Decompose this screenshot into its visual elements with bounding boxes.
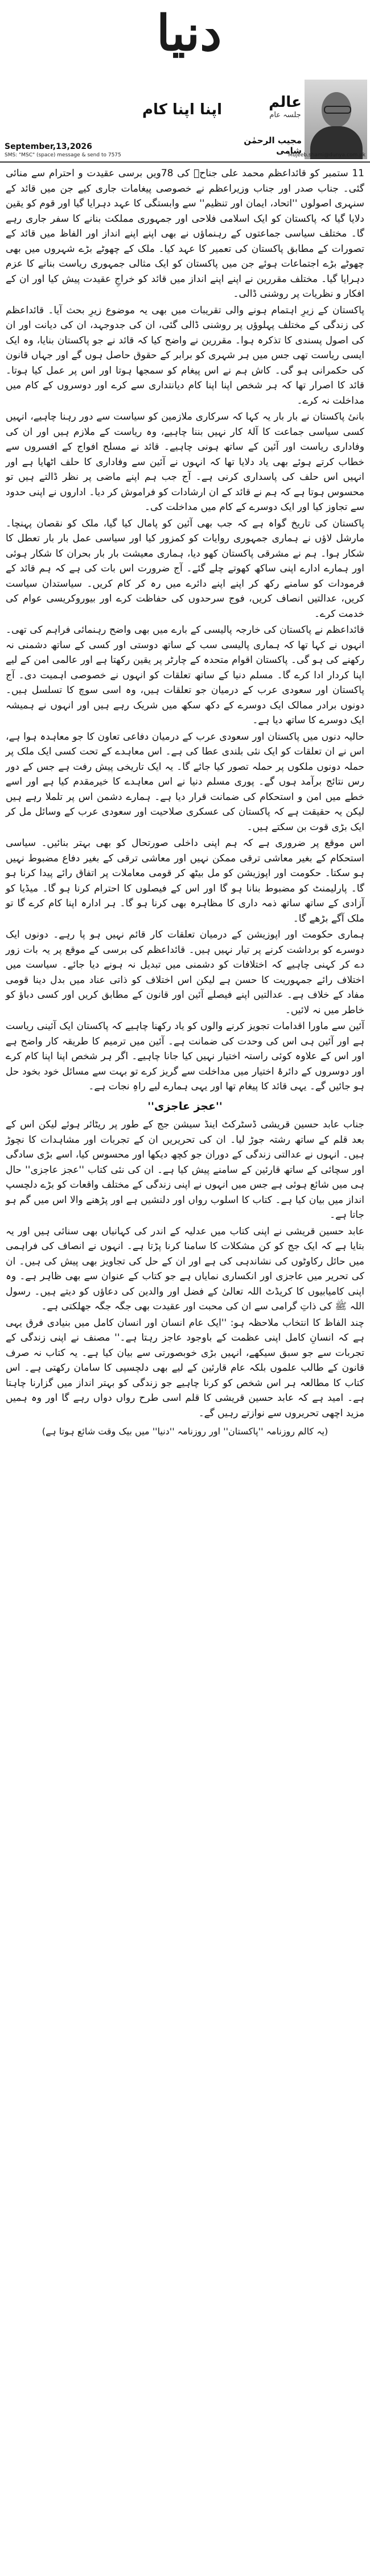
column-badge [268,94,303,134]
column-title: اپنا اپنا کام [142,101,223,118]
author-name: مجیب الرحمٰن شامی [244,135,302,156]
article-paragraph: بانیٔ پاکستان نے بار بار یہ کہا کہ سرکاری ملازمین کو سیاست سے دور رہنا چاہیے، انہیں کسی سیاسی جماعت کا آلۂ کار نہیں بننا چاہیے، وہ ریاست کے ملازم ہیں اور ان کی وفاداری ریاست اور آئین کے ساتھ ہونی چاہیے۔ قائد نے مسلح افواج کے افسروں سے خطاب کرتے ہوئے بھی یاد دلایا تھا کہ انہوں نے آئین سے وفاداری کا حلف اٹھایا ہے اور انہیں اس حلف کی پاسداری کرنی ہے۔ آج جب ہم اپنے ماضی پر نظر ڈالتے ہیں تو محسوس ہوتا ہے کہ ہم نے قائد کے ان ارشادات کو فراموش کر دیا۔ اداروں نے اپنی حدود سے تجاوز کیا اور ایک دوسرے کے کام میں مداخلت کی۔ [6,411,364,513]
column-badge-title: عالم [269,94,302,111]
article-subheading: ''عجز عاجزی'' [147,1100,223,1113]
article-paragraph: چند الفاظ کا انتخاب ملاحظہ ہو: ''ایک عام انسان اور انسان کامل میں بنیادی فرق یہی ہے کہ انسانِ کامل اپنی عظمت کے باوجود عاجز رہتا ہے۔'' مصنف نے اپنی زندگی کے تجربات سے جو سبق سیکھے، انہیں بڑی خوبصورتی سے بیان کیا ہے۔ یہ کتاب نہ صرف قانون کے طالب علموں بلکہ عام قارئین کے لیے بھی دلچسپی کا سامان رکھتی ہے۔ اس کتاب کا مطالعہ ہر اس شخص کو کرنا چاہیے جو زندگی کو بہتر انداز میں گزارنا چاہتا ہے۔ امید ہے کہ عابد حسین قریشی کا قلم اسی طرح رواں دواں رہے گا اور وہ ہمیں مزید اچھی تحریروں سے نوازتے رہیں گے۔ [6,1317,364,1419]
masthead [0,0,370,80]
article-paragraph: 11 ستمبر کو قائداعظم محمد علی جناحؒ کی 78ویں برسی عقیدت و احترام سے منائی گئی۔ جناب صدر اور جناب وزیراعظم نے خصوصی پیغامات جاری کیے جن میں قائد کے سنہری اصولوں ''اتحاد، ایمان اور تنظیم'' سے وابستگی کا عہد دہرایا گیا اور قوم کو یقین دلایا گیا کہ پاکستان کو ایک اسلامی فلاحی اور جمہوری مملکت بنانے کا سفر جاری رہے گا۔ مختلف سیاسی جماعتوں کے رہنماؤں نے بھی اپنے اپنے انداز اور الفاظ میں قائد کے تصورات کے مطابق پاکستان کی تعمیر کا عہد کیا۔ ملک کے چھوٹے بڑے شہروں میں بھی چھوٹے بڑے اجتماعات ہوئے جن میں پاکستان کو ایک مثالی جمہوری ریاست بنانے کا عزم دہرایا گیا۔ مختلف مقررین نے اپنے اپنے انداز میں قائد کو خراجِ عقیدت پیش کیا اور ان کے افکار و نظریات پر روشنی ڈالی۔ [6,168,364,300]
dunya-logo [157,5,225,70]
article-paragraph: جناب عابد حسین قریشی ڈسٹرکٹ اینڈ سیشن جج کے طور پر ریٹائر ہوئے لیکن اس کے بعد قلم کے ساتھ رشتہ جوڑ لیا۔ ان کی تحریریں ان کے تجربات اور مشاہدات کا نچوڑ ہیں۔ انہوں نے عدالتی زندگی کے دوران جو کچھ دیکھا اور محسوس کیا، اسے بڑی سادگی اور سچائی کے ساتھ قارئین کے سامنے پیش کیا ہے۔ ان کی نئی کتاب ''عجز عاجزی'' حال ہی میں شائع ہوئی ہے جس میں انہوں نے اپنی زندگی کے مختلف واقعات کو بڑے دلچسپ انداز میں بیان کیا ہے۔ کتاب کا اسلوب رواں اور دلنشیں ہے اور پڑھنے والا اس میں گم ہو جاتا ہے۔ [6,1119,364,1221]
article-paragraph: ہماری حکومت اور اپوزیشن کے درمیان تعلقات کار قائم نہیں ہو پا رہے۔ دونوں ایک دوسرے کو برداشت کرنے پر تیار نہیں ہیں۔ قائداعظم کی برسی کے موقع پر یہ بات زور دے کر کہنی چاہیے کہ اختلافات کو دشمنی میں تبدیل نہ ہونے دیا جائے۔ سیاست میں اختلاف رائے جمہوریت کا حسن ہے لیکن اس اختلاف کو ذاتی عناد میں بدل دینا قومی مفاد کے خلاف ہے۔ عدالتیں اپنے فیصلے آئین اور قانون کے مطابق کریں اور کسی دباؤ کو خاطر میں نہ لائیں۔ [6,929,364,1016]
syndication-note: (یہ کالم روزنامہ ''پاکستان'' اور روزنامہ ''دنیا'' میں بیک وقت شائع ہوتا ہے) [42,1426,328,1437]
article-paragraph: آئین سے ماورا اقدامات تجویز کرنے والوں کو یاد رکھنا چاہیے کہ پاکستان ایک آئینی ریاست ہے اور آئین ہی اس کی وحدت کی ضمانت ہے۔ آئین میں ترمیم کا طریقہ کار واضح ہے اور اس کے علاوہ کوئی راستہ اختیار نہیں کیا جانا چاہیے۔ اگر ہر شخص اپنا اپنا کام کرے اور دوسروں کے دائرۂ اختیار میں مداخلت سے گریز کرے تو بہت سے مسائل خود بخود حل ہو جائیں گے۔ یہی قائد کا پیغام تھا اور یہی ہمارے لیے راہِ نجات ہے۔ [6,1021,364,1092]
article-body [6,166,364,1441]
logo-text: دنیا [157,5,222,62]
article-paragraph: پاکستان کے زیرِ اہتمام ہونے والی تقریبات میں بھی یہ موضوع زیرِ بحث آیا۔ قائداعظم کی زندگی کے مختلف پہلوؤں پر روشنی ڈالی گئی، ان کی جدوجہد، ان کی دیانت اور ان کی اصول پسندی کا تذکرہ ہوا۔ مقررین نے واضح کیا کہ قائد نے جو پاکستان بنایا، وہ ایک ایسی ریاست تھی جس میں ہر شہری کو برابر کے حقوق حاصل ہوں گے اور جہاں قانون کی حکمرانی ہو گی۔ کاش ہم نے اس پیغام کو سمجھا ہوتا اور اس پر عمل کیا ہوتا۔ قائد کا اصرار تھا کہ ہر شخص اپنا اپنا کام دیانتداری سے کرے اور دوسروں کے کام میں مداخلت نہ کرے۔ [6,304,364,406]
article-paragraph: اس موقع پر ضروری ہے کہ ہم اپنی داخلی صورتحال کو بھی بہتر بنائیں۔ سیاسی استحکام کے بغیر معاشی ترقی ممکن نہیں اور معاشی ترقی کے بغیر دفاع مضبوط نہیں ہو سکتا۔ حکومت اور اپوزیشن کو مل بیٹھ کر قومی معاملات پر اتفاق رائے پیدا کرنا ہو گا۔ پارلیمنٹ کو مضبوط بنانا ہو گا اور اس کے فیصلوں کا احترام کرنا ہو گا۔ میڈیا کو آزادی کے ساتھ ساتھ ذمہ داری کا مظاہرہ بھی کرنا ہو گا۔ ہر ادارہ اپنا کام کرے گا تو ملک آگے بڑھے گا۔ [6,837,364,924]
column-badge-subtitle: جلسہ عام [269,111,301,119]
publish-date: September,13,2026 [5,142,92,151]
article-paragraph: عابد حسین قریشی نے اپنی کتاب میں عدلیہ کے اندر کی کہانیاں بھی سنائی ہیں اور یہ بتایا ہے کہ ایک جج کو کن مشکلات کا سامنا کرنا پڑتا ہے۔ انہوں نے انصاف کی فراہمی میں حائل رکاوٹوں کی نشاندہی کی ہے اور ان کے حل کی تجاویز بھی پیش کی ہیں۔ ان کی تحریر میں عاجزی اور انکساری نمایاں ہے جو کتاب کے عنوان سے بھی ظاہر ہے۔ وہ اپنی کامیابیوں کا کریڈٹ اللہ تعالیٰ کے فضل اور والدین کی دعاؤں کو دیتے ہیں۔ رسول اللہ ﷺ کی ذاتِ گرامی سے ان کی محبت اور عقیدت بھی جگہ جگہ جھلکتی ہے۔ [6,1225,364,1312]
author-email[interactable]: Mujeeb.shami@dunya.com.pk [288,152,365,158]
article-paragraph: حالیہ دنوں میں پاکستان اور سعودی عرب کے درمیان دفاعی تعاون کا جو معاہدہ ہوا ہے، اس نے ان تعلقات کو ایک نئی بلندی عطا کی ہے۔ اس معاہدے کے تحت کسی ایک ملک پر حملہ دونوں ملکوں پر حملہ تصور کیا جائے گا۔ یہ ایک تاریخی پیش رفت ہے جس کے دور رس نتائج برآمد ہوں گے۔ پوری مسلم دنیا نے اس معاہدے کا خیرمقدم کیا ہے اور اسے خطے میں امن و استحکام کی ضمانت قرار دیا ہے۔ ہمارے دشمن اس پر تلملا رہے ہیں لیکن یہ حقیقت ہے کہ پاکستان کی عسکری صلاحیت اور سعودی عرب کے وسائل مل کر ایک بڑی قوت بن سکتے ہیں۔ [6,731,364,833]
sms-info: SMS: "MSC" (space) message & send to 7575 [5,152,121,158]
article-paragraph: پاکستان کی تاریخ گواہ ہے کہ جب بھی آئین کو پامال کیا گیا، ملک کو نقصان پہنچا۔ مارشل لاؤں نے ہماری جمہوری روایات کو کمزور کیا اور سیاسی عمل بار بار تعطل کا شکار ہوا۔ ہم نے مشرقی پاکستان کھو دیا، ہماری معیشت بار بار بحران کا شکار ہوئی اور ہمارے ادارے اپنی ساکھ کھوتے چلے گئے۔ آج ضرورت اس بات کی ہے کہ ہم قائد کے فرمودات کو سامنے رکھ کر اپنے اپنے دائرے میں رہ کر کام کریں۔ سیاستدان سیاست کریں، عدالتیں انصاف کریں، فوج سرحدوں کی حفاظت کرے اور بیوروکریسی عوام کی خدمت کرے۔ [6,517,364,620]
header-divider [0,161,370,163]
contact-line [5,152,365,160]
article-paragraph: قائداعظم نے پاکستان کی خارجہ پالیسی کے بارے میں بھی واضح رہنمائی فراہم کی تھی۔ انہوں نے کہا تھا کہ ہماری پالیسی سب کے ساتھ دوستی اور کسی کے ساتھ دشمنی نہ رکھنے کی ہو گی۔ پاکستان اقوام متحدہ کے چارٹر پر یقین رکھتا ہے اور عالمی امن کے لیے اپنا کردار ادا کرے گا۔ مسلم دنیا کے ساتھ تعلقات کو انہوں نے خصوصی اہمیت دی۔ آج پاکستان اور سعودی عرب کے درمیان جو تعلقات ہیں، وہ اسی سوچ کا تسلسل ہیں۔ دونوں برادر ممالک ایک دوسرے کے دکھ سکھ میں شریک رہے ہیں اور انہوں نے ہمیشہ ایک دوسرے کا ساتھ دیا ہے۔ [6,624,364,726]
author-photo [305,80,367,159]
